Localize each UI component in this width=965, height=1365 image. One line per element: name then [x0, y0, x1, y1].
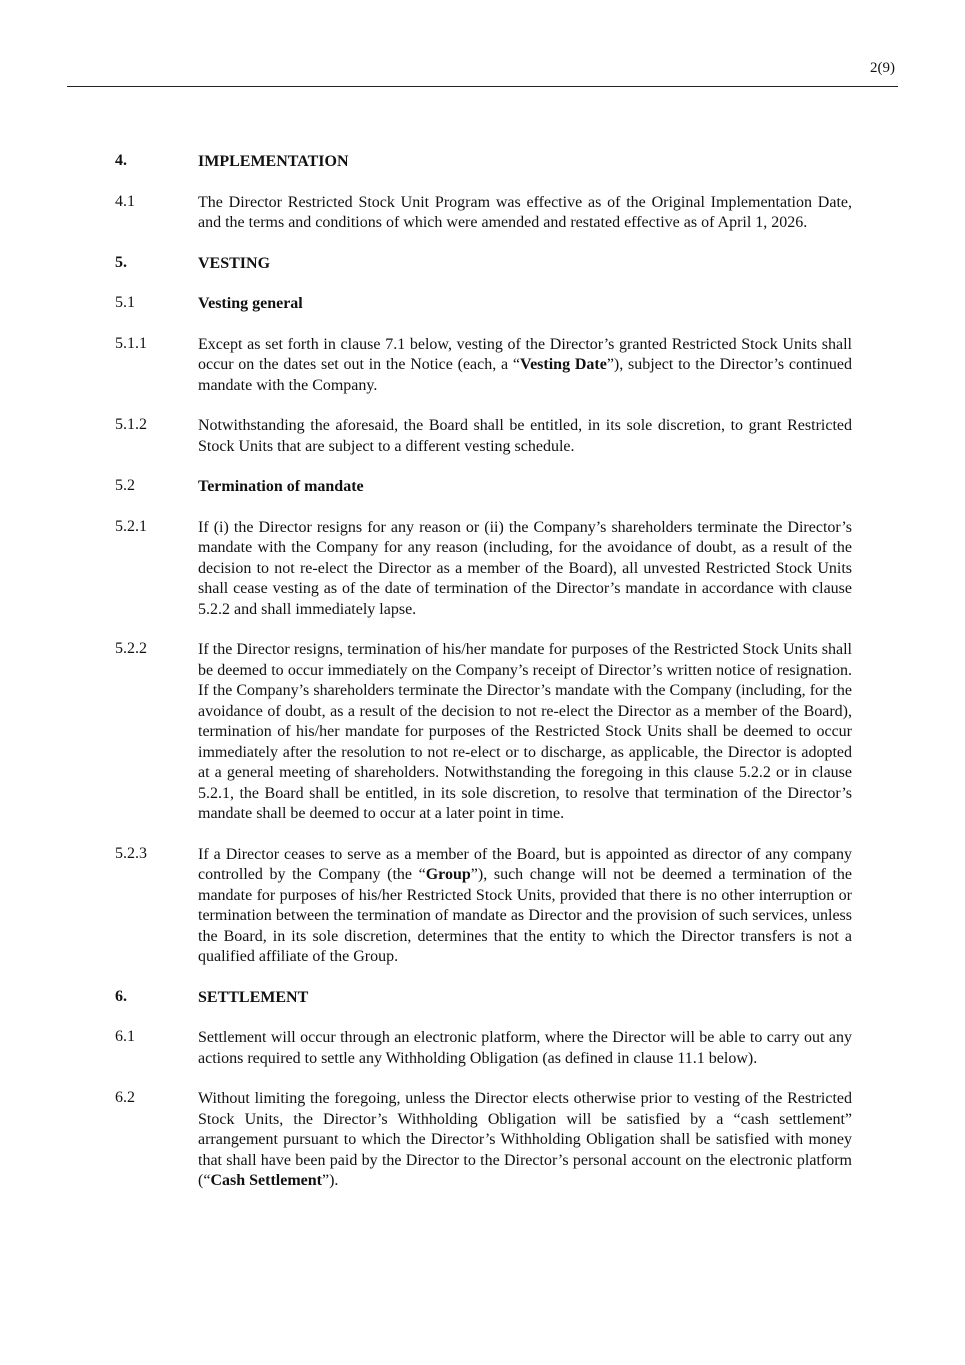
page-number: 2(9): [870, 60, 895, 76]
clause-number: 4.1: [115, 192, 135, 210]
clause-number: 5.1: [115, 294, 135, 311]
clause-text: Settlement will occur through an electronic platform, where the Director will be able to carry out any actions required to settle any Withholding Obligation (as defined in clause 11.1 below).: [198, 1029, 852, 1067]
clause-text: If the Director resigns, termination of his/her mandate for purposes of the Restricted Stock Units shall be deemed to occur immediately on the Company’s receipt of Director’s written notice of resignation. If the Company’s shareholders terminate the Director’s mandate with the Company (including, for the avoidance of doubt, as a result of the decision to not re-elect the Director as a member of the Board), termination of his/her mandate for purposes of the Restricted Stock Units shall be deemed to occur immediately after the resolution to not re-elect or to discharge, as applicable, the Director is adopted at a general meeting of shareholders. Notwithstanding the foregoing in this clause 5.2.2 or in clause 5.2.1, the Board shall be entitled, in its sole discretion, to resolve that termination of the Director’s mandate shall be deemed to occur at a later point in time.: [198, 641, 852, 822]
clause-5-2-2: [115, 640, 852, 825]
clause-5-1-2: [115, 416, 852, 457]
clause-number: 5.1.2: [115, 416, 147, 433]
section-number: 6.: [115, 987, 127, 1005]
clause-number: 6.2: [115, 1089, 135, 1106]
clause-5-2-1: [115, 518, 852, 621]
clause-number: 5.2: [115, 477, 135, 494]
subsection-title: Vesting general: [198, 295, 303, 312]
clause-text: [198, 845, 852, 968]
defined-term: Cash Settlement: [210, 1172, 322, 1189]
section-6-heading: [115, 988, 852, 1009]
section-title: IMPLEMENTATION: [198, 153, 349, 170]
clause-text-part: Without limiting the foregoing, unless the Director elects otherwise prior to vesting of the Restricted Stock Units, the Director’s Withholding Obligation will be satisfied by a “cash settlement” arrangement pursuant to which the Director’s Withholding Obligation shall be satisfied with money that shall have been paid by the Director to the Director’s personal account on the electronic platform (“: [198, 1090, 852, 1189]
clause-text-part: ”), subject to the Director’s continued mandate with the Company.: [198, 356, 853, 394]
clause-text-part: Except as set forth in clause 7.1 below, vesting of the Director’s granted Restricted Stock Units shall occur on the dates set out in the Notice (each, a “: [198, 335, 852, 373]
clause-5-1-1: [115, 335, 852, 397]
clause-text: [198, 335, 852, 397]
clause-text-part: ”).: [321, 1172, 339, 1189]
clause-text-part: If a Director ceases to serve as a member of the Board, but is appointed as director of any company controlled by the Company (the “: [198, 845, 852, 883]
clause-5-2-3: [115, 845, 852, 968]
section-title: VESTING: [198, 254, 271, 272]
subsection-5-2-heading: [115, 477, 852, 498]
clause-text: The Director Restricted Stock Unit Program was effective as of the Original Implementation Date, and the terms and conditions of which were amended and restated effective as of April 1, 2026.: [198, 193, 852, 231]
defined-term: Group: [425, 866, 471, 883]
clause-number: 6.1: [115, 1028, 135, 1045]
clause-text: If (i) the Director resigns for any reason or (ii) the Company’s shareholders terminate the Director’s mandate with the Company for any reason (including, for the avoidance of doubt, as a result of the decision to not re-elect the Director as a member of the Board), all unvested Restricted Stock Units shall cease vesting as of the date of termination of the Director’s mandate in accordance with clause 5.2.2 and shall immediately lapse.: [198, 518, 852, 618]
clause-number: 5.2.1: [115, 517, 147, 535]
subsection-5-1-heading: [115, 294, 852, 315]
clause-number: 5.1.1: [115, 334, 147, 352]
defined-term: Vesting Date: [519, 356, 607, 373]
section-number: 5.: [115, 253, 127, 271]
section-5-heading: [115, 254, 852, 275]
clause-number: 5.2.3: [115, 844, 147, 862]
section-title: SETTLEMENT: [198, 988, 309, 1006]
clause-6-2: [115, 1089, 852, 1192]
subsection-title: Termination of mandate: [198, 478, 364, 495]
clause-text: [198, 1089, 852, 1192]
clause-text-part: ”), such change will not be deemed a termination of the mandate for purposes of his/her Restricted Stock Units, provided that there is no other interruption or termination between the termination of mandate as Director and the provision of such services, unless the Board, in its sole discretion, determines that the entity to which the Director transfers is not a qualified affiliate of the Group.: [198, 866, 853, 965]
clause-number: 5.2.2: [115, 640, 147, 657]
section-4-heading: [115, 152, 852, 173]
clause-4-1: [115, 193, 852, 234]
section-number: 4.: [115, 152, 127, 169]
header-rule: [67, 86, 898, 87]
document-body: [115, 152, 852, 1212]
clause-6-1: [115, 1028, 852, 1069]
clause-text: Notwithstanding the aforesaid, the Board shall be entitled, in its sole discretion, to grant Restricted Stock Units that are subject to a different vesting schedule.: [198, 417, 852, 455]
